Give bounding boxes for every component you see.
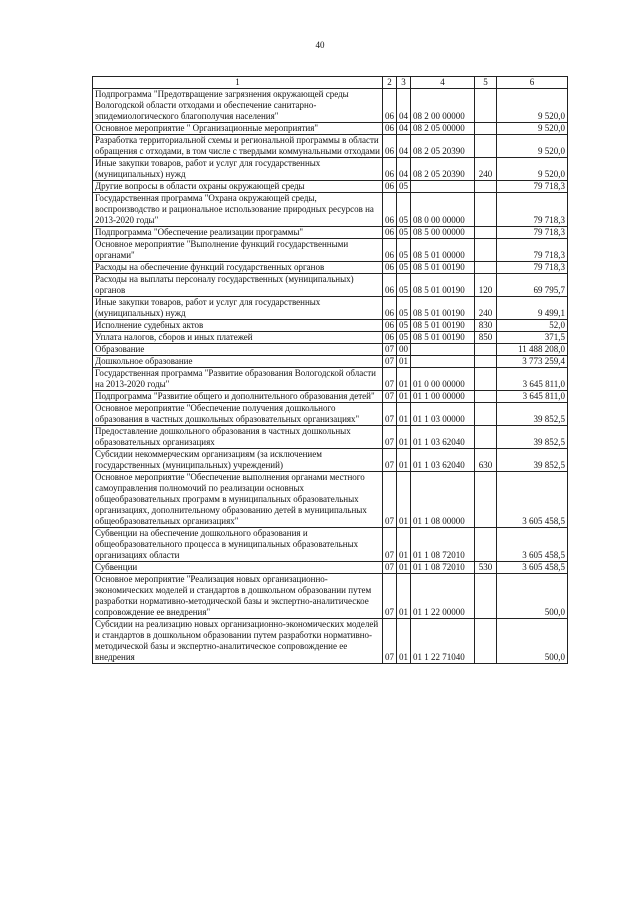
row-target-article: 08 2 00 00000 bbox=[411, 89, 475, 123]
header-col-3: 3 bbox=[397, 77, 411, 89]
row-amount: 9 520,0 bbox=[497, 89, 568, 123]
row-target-article: 01 1 22 71040 bbox=[411, 619, 475, 664]
row-target-article: 08 2 05 20390 bbox=[411, 158, 475, 181]
table-row bbox=[93, 562, 568, 574]
row-amount: 3 773 259,4 bbox=[497, 356, 568, 368]
row-expense-type: 120 bbox=[475, 274, 497, 297]
row-expense-type bbox=[475, 426, 497, 449]
row-expense-type bbox=[475, 356, 497, 368]
row-name: Основное мероприятие " Организационные мероприятия" bbox=[93, 123, 383, 135]
row-name: Подпрограмма "Предотвращение загрязнения окружающей среды Вологодской области отходами и обеспечение санитарно-эпидемиологического благополучия населения" bbox=[93, 89, 383, 123]
row-expense-type: 850 bbox=[475, 332, 497, 344]
row-subsection: 01 bbox=[397, 391, 411, 403]
table-row bbox=[93, 368, 568, 391]
row-name: Основное мероприятие "Реализация новых организационно-экономических моделей и стандартов в дошкольном образовании путем разработки нормативно-методической базы и экспертно-аналитическое сопровождение ее внедрения" bbox=[93, 574, 383, 619]
row-name: Иные закупки товаров, работ и услуг для государственных (муниципальных) нужд bbox=[93, 158, 383, 181]
row-section: 07 bbox=[383, 449, 397, 472]
row-expense-type: 240 bbox=[475, 158, 497, 181]
page-number: 40 bbox=[315, 40, 325, 50]
row-subsection: 04 bbox=[397, 89, 411, 123]
row-section: 06 bbox=[383, 274, 397, 297]
row-section: 06 bbox=[383, 297, 397, 320]
row-subsection: 01 bbox=[397, 574, 411, 619]
table-row bbox=[93, 297, 568, 320]
row-expense-type bbox=[475, 619, 497, 664]
row-expense-type bbox=[475, 472, 497, 528]
row-name: Исполнение судебных актов bbox=[93, 320, 383, 332]
row-amount: 3 645 811,0 bbox=[497, 368, 568, 391]
row-section: 06 bbox=[383, 158, 397, 181]
header-col-6: 6 bbox=[497, 77, 568, 89]
row-target-article: 08 5 01 00000 bbox=[411, 239, 475, 262]
row-section: 07 bbox=[383, 562, 397, 574]
table-row bbox=[93, 181, 568, 193]
row-target-article bbox=[411, 356, 475, 368]
row-target-article: 01 1 00 00000 bbox=[411, 391, 475, 403]
row-section: 07 bbox=[383, 426, 397, 449]
table-row bbox=[93, 262, 568, 274]
budget-table bbox=[92, 76, 568, 664]
row-target-article: 08 2 05 00000 bbox=[411, 123, 475, 135]
row-expense-type bbox=[475, 227, 497, 239]
row-amount: 500,0 bbox=[497, 619, 568, 664]
row-name: Субвенции bbox=[93, 562, 383, 574]
row-amount: 3 645 811,0 bbox=[497, 391, 568, 403]
row-amount: 79 718,3 bbox=[497, 262, 568, 274]
table-row bbox=[93, 619, 568, 664]
row-section: 06 bbox=[383, 320, 397, 332]
table-row bbox=[93, 574, 568, 619]
row-expense-type: 830 bbox=[475, 320, 497, 332]
header-col-4: 4 bbox=[411, 77, 475, 89]
row-subsection: 05 bbox=[397, 193, 411, 227]
row-subsection: 05 bbox=[397, 332, 411, 344]
row-subsection: 01 bbox=[397, 449, 411, 472]
table-row bbox=[93, 135, 568, 158]
row-section: 07 bbox=[383, 356, 397, 368]
row-section: 06 bbox=[383, 262, 397, 274]
table-row bbox=[93, 332, 568, 344]
table-row bbox=[93, 89, 568, 123]
row-subsection: 01 bbox=[397, 562, 411, 574]
table-row bbox=[93, 158, 568, 181]
row-name: Государственная программа "Развитие образования Вологодской области на 2013-2020 годы" bbox=[93, 368, 383, 391]
row-name: Предоставление дошкольного образования в частных дошкольных образовательных организациях bbox=[93, 426, 383, 449]
row-section: 06 bbox=[383, 89, 397, 123]
row-amount: 79 718,3 bbox=[497, 239, 568, 262]
row-subsection: 01 bbox=[397, 368, 411, 391]
row-expense-type bbox=[475, 391, 497, 403]
table-row bbox=[93, 227, 568, 239]
row-target-article: 01 1 22 00000 bbox=[411, 574, 475, 619]
row-expense-type bbox=[475, 574, 497, 619]
table-row bbox=[93, 449, 568, 472]
row-section: 06 bbox=[383, 181, 397, 193]
row-section: 06 bbox=[383, 239, 397, 262]
row-expense-type bbox=[475, 262, 497, 274]
row-subsection: 01 bbox=[397, 528, 411, 562]
row-target-article: 08 5 00 00000 bbox=[411, 227, 475, 239]
row-target-article bbox=[411, 181, 475, 193]
row-subsection: 04 bbox=[397, 135, 411, 158]
row-subsection: 05 bbox=[397, 274, 411, 297]
row-subsection: 04 bbox=[397, 158, 411, 181]
header-col-1: 1 bbox=[93, 77, 383, 89]
row-target-article: 08 5 01 00190 bbox=[411, 320, 475, 332]
header-col-2: 2 bbox=[383, 77, 397, 89]
row-amount: 371,5 bbox=[497, 332, 568, 344]
row-expense-type bbox=[475, 239, 497, 262]
row-name: Подпрограмма "Обеспечение реализации программы" bbox=[93, 227, 383, 239]
row-name: Основное мероприятие "Выполнение функций государственными органами" bbox=[93, 239, 383, 262]
table-header-row bbox=[93, 77, 568, 89]
row-section: 06 bbox=[383, 332, 397, 344]
table-row bbox=[93, 123, 568, 135]
row-expense-type bbox=[475, 135, 497, 158]
row-expense-type: 240 bbox=[475, 297, 497, 320]
row-expense-type bbox=[475, 368, 497, 391]
row-name: Образование bbox=[93, 344, 383, 356]
row-name: Уплата налогов, сборов и иных платежей bbox=[93, 332, 383, 344]
row-amount: 500,0 bbox=[497, 574, 568, 619]
row-expense-type: 630 bbox=[475, 449, 497, 472]
row-amount: 79 718,3 bbox=[497, 193, 568, 227]
row-section: 06 bbox=[383, 227, 397, 239]
row-amount: 3 605 458,5 bbox=[497, 562, 568, 574]
row-amount: 79 718,3 bbox=[497, 227, 568, 239]
row-section: 07 bbox=[383, 403, 397, 426]
row-section: 07 bbox=[383, 344, 397, 356]
row-expense-type bbox=[475, 403, 497, 426]
row-amount: 39 852,5 bbox=[497, 426, 568, 449]
row-target-article: 01 1 08 00000 bbox=[411, 472, 475, 528]
row-subsection: 05 bbox=[397, 227, 411, 239]
row-amount: 79 718,3 bbox=[497, 181, 568, 193]
row-name: Дошкольное образование bbox=[93, 356, 383, 368]
row-name: Разработка территориальной схемы и региональной программы в области обращения с отходами, в том числе с твердыми коммунальными отходами bbox=[93, 135, 383, 158]
row-expense-type bbox=[475, 89, 497, 123]
row-target-article: 01 1 08 72010 bbox=[411, 528, 475, 562]
row-amount: 9 499,1 bbox=[497, 297, 568, 320]
row-amount: 69 795,7 bbox=[497, 274, 568, 297]
row-amount: 52,0 bbox=[497, 320, 568, 332]
row-section: 07 bbox=[383, 619, 397, 664]
row-amount: 39 852,5 bbox=[497, 403, 568, 426]
row-amount: 39 852,5 bbox=[497, 449, 568, 472]
row-amount: 3 605 458,5 bbox=[497, 472, 568, 528]
table-row bbox=[93, 426, 568, 449]
row-name: Иные закупки товаров, работ и услуг для государственных (муниципальных) нужд bbox=[93, 297, 383, 320]
row-section: 06 bbox=[383, 193, 397, 227]
row-name: Расходы на обеспечение функций государственных органов bbox=[93, 262, 383, 274]
row-amount: 11 488 208,0 bbox=[497, 344, 568, 356]
table-row bbox=[93, 403, 568, 426]
row-section: 06 bbox=[383, 123, 397, 135]
table-row bbox=[93, 274, 568, 297]
row-expense-type bbox=[475, 181, 497, 193]
table-row bbox=[93, 391, 568, 403]
table-row bbox=[93, 472, 568, 528]
row-name: Основное мероприятие "Обеспечение выполнения органами местного самоуправления полномочий по реализации основных общеобразовательных программ в муниципальных образовательных организациях, дополнительному образованию детей в муниципальных общеобразовательных организациях" bbox=[93, 472, 383, 528]
row-expense-type bbox=[475, 123, 497, 135]
row-subsection: 01 bbox=[397, 426, 411, 449]
row-section: 07 bbox=[383, 368, 397, 391]
row-subsection: 01 bbox=[397, 356, 411, 368]
row-target-article: 01 1 03 62040 bbox=[411, 449, 475, 472]
row-target-article bbox=[411, 344, 475, 356]
row-name: Основное мероприятие "Обеспечение получения дошкольного образования в частных дошкольных образовательных организациях" bbox=[93, 403, 383, 426]
row-subsection: 01 bbox=[397, 619, 411, 664]
table-row bbox=[93, 356, 568, 368]
row-name: Субвенции на обеспечение дошкольного образования и общеобразовательного процесса в муниципальных образовательных организациях области bbox=[93, 528, 383, 562]
row-target-article: 01 1 03 62040 bbox=[411, 426, 475, 449]
row-section: 07 bbox=[383, 574, 397, 619]
row-section: 06 bbox=[383, 135, 397, 158]
row-subsection: 05 bbox=[397, 297, 411, 320]
row-target-article: 08 2 05 20390 bbox=[411, 135, 475, 158]
row-expense-type bbox=[475, 193, 497, 227]
row-subsection: 05 bbox=[397, 320, 411, 332]
row-target-article: 01 0 00 00000 bbox=[411, 368, 475, 391]
table-row bbox=[93, 239, 568, 262]
row-name: Субсидии на реализацию новых организационно-экономических моделей и стандартов в дошкольном образовании путем разработки нормативно-методической базы и экспертно-аналитическое сопровождение ее внедрения bbox=[93, 619, 383, 664]
row-section: 07 bbox=[383, 472, 397, 528]
row-subsection: 05 bbox=[397, 181, 411, 193]
row-target-article: 01 1 03 00000 bbox=[411, 403, 475, 426]
row-subsection: 05 bbox=[397, 239, 411, 262]
row-subsection: 01 bbox=[397, 472, 411, 528]
row-subsection: 05 bbox=[397, 262, 411, 274]
row-subsection: 01 bbox=[397, 403, 411, 426]
row-amount: 3 605 458,5 bbox=[497, 528, 568, 562]
row-name: Государственная программа "Охрана окружающей среды, воспроизводство и рациональное использование природных ресурсов на 2013-2020 годы" bbox=[93, 193, 383, 227]
row-name: Расходы на выплаты персоналу государственных (муниципальных) органов bbox=[93, 274, 383, 297]
row-target-article: 08 0 00 00000 bbox=[411, 193, 475, 227]
header-col-5: 5 bbox=[475, 77, 497, 89]
row-expense-type bbox=[475, 344, 497, 356]
row-amount: 9 520,0 bbox=[497, 123, 568, 135]
row-target-article: 08 5 01 00190 bbox=[411, 262, 475, 274]
row-subsection: 04 bbox=[397, 123, 411, 135]
table-row bbox=[93, 528, 568, 562]
row-name: Другие вопросы в области охраны окружающей среды bbox=[93, 181, 383, 193]
table-row bbox=[93, 320, 568, 332]
row-target-article: 01 1 08 72010 bbox=[411, 562, 475, 574]
row-subsection: 00 bbox=[397, 344, 411, 356]
row-target-article: 08 5 01 00190 bbox=[411, 297, 475, 320]
row-section: 07 bbox=[383, 528, 397, 562]
row-amount: 9 520,0 bbox=[497, 135, 568, 158]
table-row bbox=[93, 193, 568, 227]
row-expense-type bbox=[475, 528, 497, 562]
row-target-article: 08 5 01 00190 bbox=[411, 332, 475, 344]
row-target-article: 08 5 01 00190 bbox=[411, 274, 475, 297]
row-section: 07 bbox=[383, 391, 397, 403]
row-amount: 9 520,0 bbox=[497, 158, 568, 181]
row-name: Субсидии некоммерческим организациям (за исключением государственных (муниципальных) учреждений) bbox=[93, 449, 383, 472]
row-name: Подпрограмма "Развитие общего и дополнительного образования детей" bbox=[93, 391, 383, 403]
table-row bbox=[93, 344, 568, 356]
row-expense-type: 530 bbox=[475, 562, 497, 574]
